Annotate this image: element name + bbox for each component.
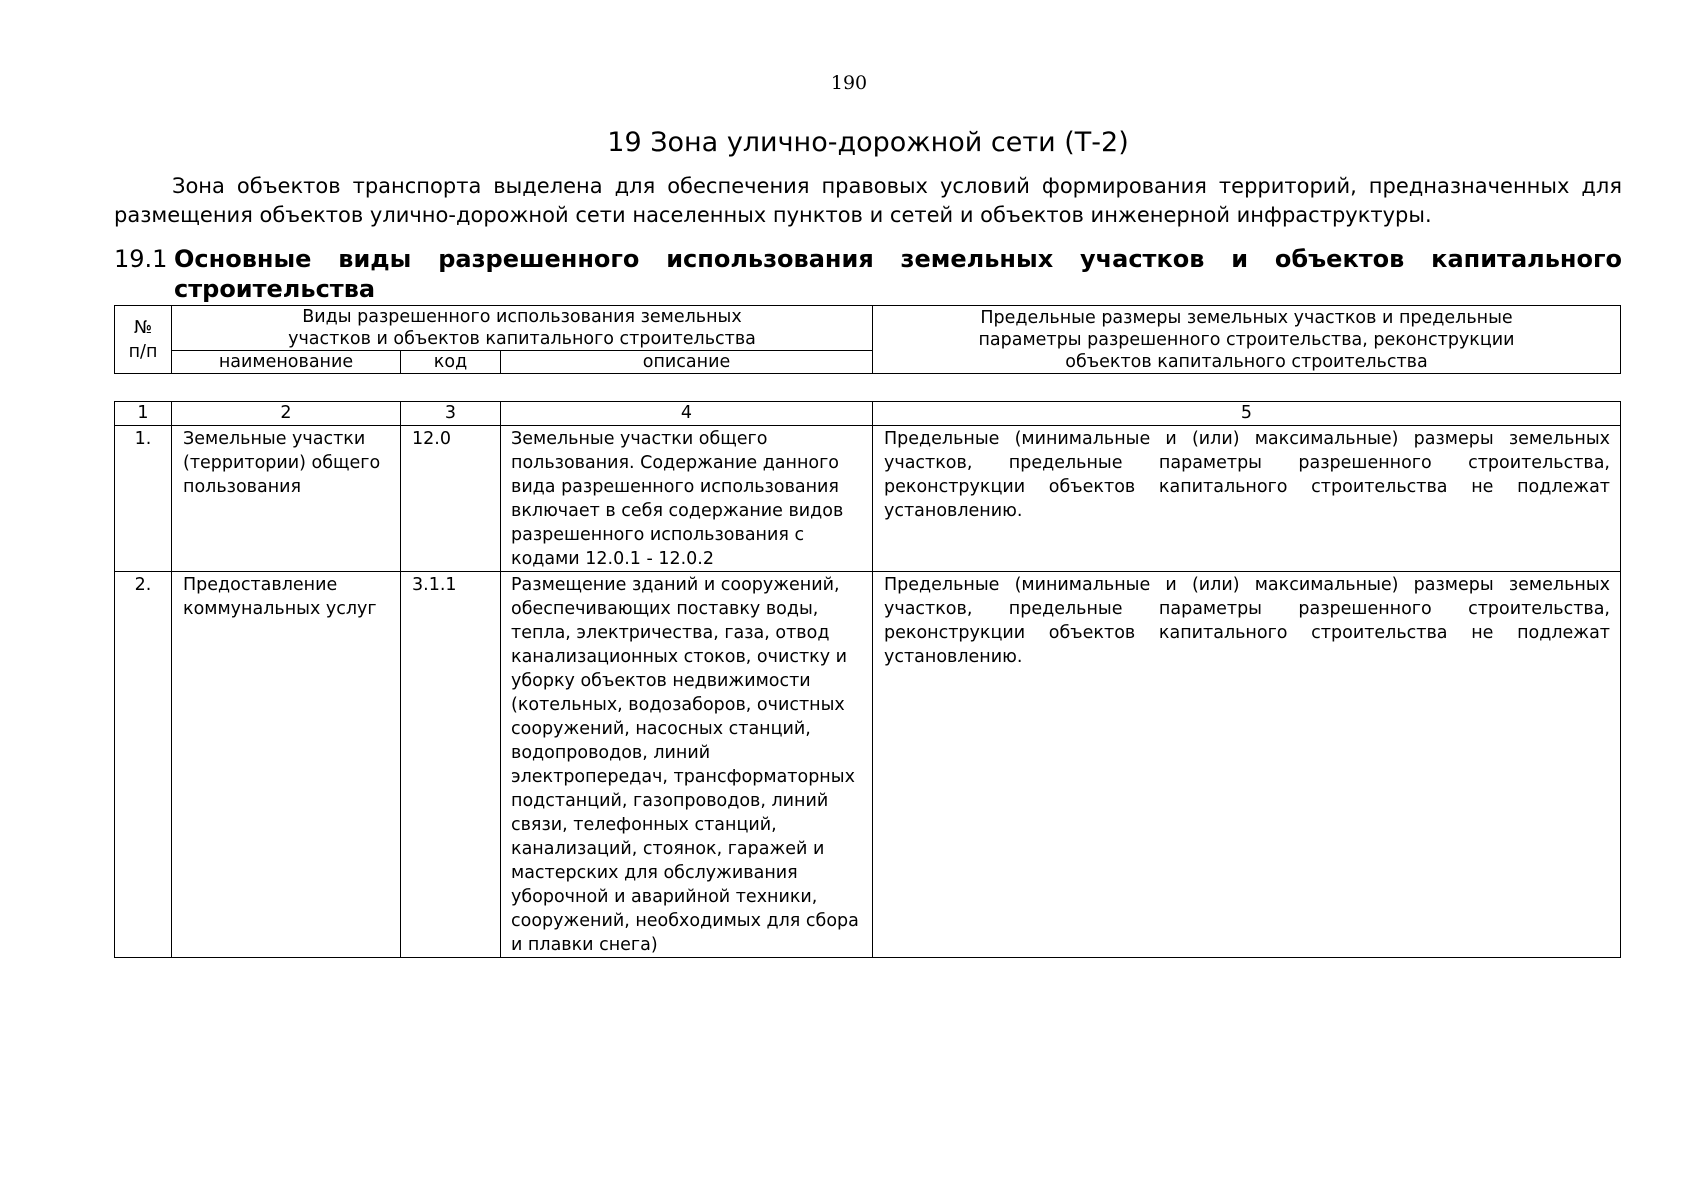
column-number-row <box>115 402 1621 426</box>
use-name: Земельные участки (территории) общего пользования <box>172 426 401 572</box>
column-number: 4 <box>501 402 873 426</box>
column-number: 5 <box>873 402 1621 426</box>
intro-paragraph: Зона объектов транспорта выделена для обеспечения правовых условий формирования территорий, предназначенных для размещения объектов улично-дорожной сети населенных пунктов и сетей и объектов инженерной инфраструктуры. <box>114 174 1622 227</box>
header-col-code: код <box>401 351 501 374</box>
row-number: 1. <box>115 426 172 572</box>
header-col-name: наименование <box>172 351 401 374</box>
column-number: 2 <box>172 402 401 426</box>
use-code: 3.1.1 <box>401 572 501 958</box>
table-row <box>115 426 1621 572</box>
use-description: Земельные участки общего пользования. Содержание данного вида разрешенного использования включает в себя содержание видов разрешенного использования с кодами 12.0.1 - 12.0.2 <box>501 426 873 572</box>
use-description: Размещение зданий и сооружений, обеспечивающих поставку воды, тепла, электричества, газа, отвод канализационных стоков, очистку и уборку объектов недвижимости (котельных, водозаборов, очистных сооружений, насосных станций, водопроводов, линий электропередач, трансформаторных подстанций, газопроводов, линий связи, телефонных станций, канализаций, стоянок, гаражей и мастерских для обслуживания уборочной и аварийной техники, сооружений, необходимых для сбора и плавки снега) <box>501 572 873 958</box>
header-group-right: Предельные размеры земельных участков и предельные параметры разрешенного строительства, реконструкции объектов капитального строительства <box>873 306 1621 374</box>
header-num: № п/п <box>115 306 172 374</box>
header-col-desc: описание <box>501 351 873 374</box>
subsection-title: Основные виды разрешенного использования земельных участков и объектов капитального строительства <box>174 245 1622 303</box>
column-number: 1 <box>115 402 172 426</box>
column-number: 3 <box>401 402 501 426</box>
page-number: 190 <box>830 72 868 94</box>
subsection-heading <box>114 244 1622 304</box>
use-limits: Предельные (минимальные и (или) максимальные) размеры земельных участков, предельные параметры разрешенного строительства, реконструкции объектов капитального строительства не подлежат установлению. <box>873 572 1621 958</box>
table-header <box>114 305 1621 374</box>
table-body <box>114 401 1621 958</box>
header-group-left: Виды разрешенного использования земельных участков и объектов капитального строительства <box>172 306 873 351</box>
use-limits: Предельные (минимальные и (или) максимальные) размеры земельных участков, предельные параметры разрешенного строительства, реконструкции объектов капитального строительства не подлежат установлению. <box>873 426 1621 572</box>
row-number: 2. <box>115 572 172 958</box>
use-code: 12.0 <box>401 426 501 572</box>
use-name: Предоставление коммунальных услуг <box>172 572 401 958</box>
section-title: 19 Зона улично-дорожной сети (Т-2) <box>607 127 1129 158</box>
table-row <box>115 572 1621 958</box>
subsection-number: 19.1 <box>114 245 168 273</box>
